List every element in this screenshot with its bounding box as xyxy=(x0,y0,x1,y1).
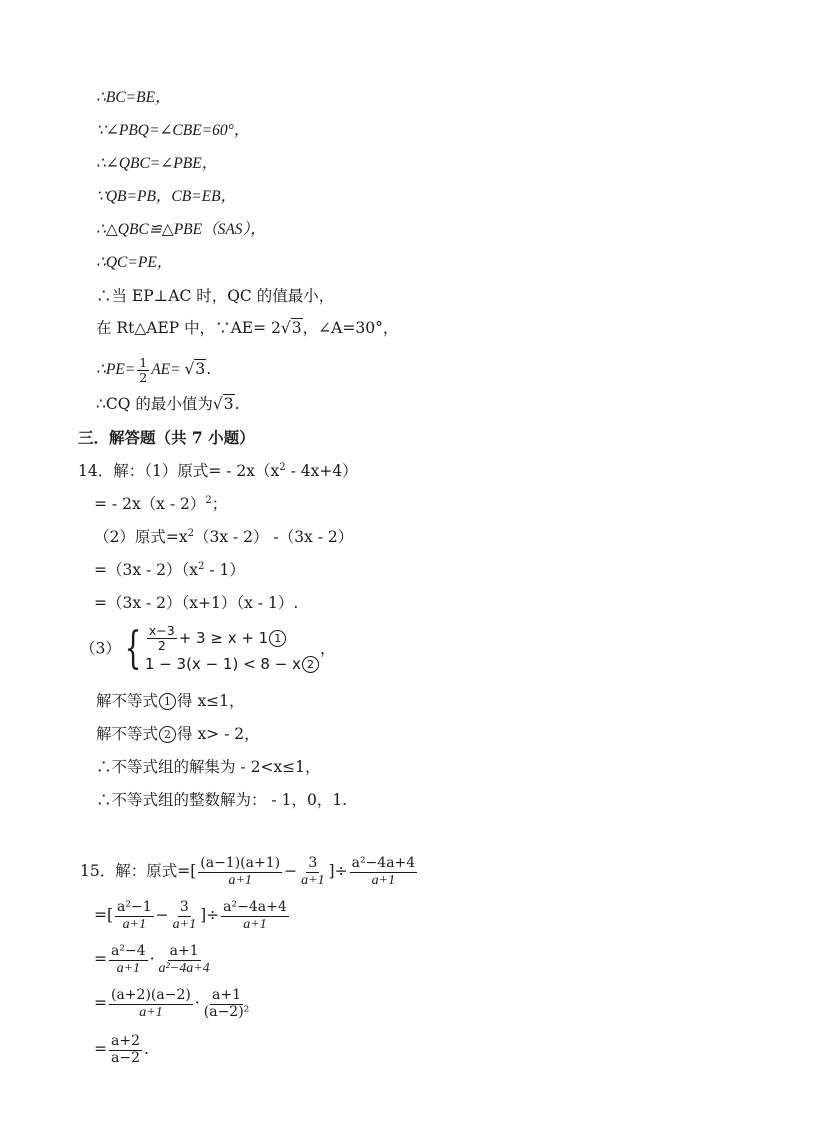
numerator: a²−4a+4 xyxy=(223,899,287,916)
system-block xyxy=(121,624,320,675)
q15-line-2-text: =[ xyxy=(94,906,114,924)
left-brace: { xyxy=(124,623,142,675)
circled-number: 1 xyxy=(269,630,286,647)
proof-line-1: ∴BC=BE， xyxy=(96,89,171,106)
operator: − xyxy=(155,906,169,924)
denominator: a+1 xyxy=(228,872,252,888)
fraction xyxy=(350,856,418,888)
sqrt-expression: √3 xyxy=(212,395,234,413)
numerator: a²−4 xyxy=(111,943,146,960)
numerator: a+2 xyxy=(111,1033,140,1050)
inequality-2-text: 1 − 3(x − 1) < 8 − x xyxy=(144,654,301,673)
fraction xyxy=(198,856,282,888)
q15-line-5-text: = xyxy=(94,1040,107,1058)
fraction xyxy=(202,988,252,1020)
sqrt-expression: √3 xyxy=(184,360,206,378)
q15-line-4-text: = xyxy=(94,994,107,1012)
operator: − xyxy=(284,862,298,880)
q15-line-1 xyxy=(80,852,419,890)
q14-line-6 xyxy=(96,691,245,711)
q14-line-4-text: =（3x - 2）（x xyxy=(94,561,199,579)
proof-line-9-mid: AE= xyxy=(151,361,185,378)
fraction xyxy=(115,900,154,932)
q14-line-3 xyxy=(94,527,353,547)
fraction xyxy=(109,1034,142,1066)
q14-line-1-text: 14．解：（1）原式= - 2x（x xyxy=(78,462,280,480)
inequality-system xyxy=(80,624,335,675)
proof-line-9 xyxy=(96,352,211,387)
denominator: (a−2)² xyxy=(203,1003,250,1020)
exponent: 2 xyxy=(187,528,194,539)
proof-line-9-tail: . xyxy=(206,360,212,378)
q14-line-8: ∴不等式组的解集为 - 2<x≤1， xyxy=(96,758,321,776)
operator: ]÷ xyxy=(200,906,220,924)
proof-line-10-tail: . xyxy=(234,395,240,413)
q15-line-3 xyxy=(94,940,214,978)
system-tail: ， xyxy=(319,639,336,658)
fraction xyxy=(109,988,193,1020)
radicand: 3 xyxy=(291,319,302,337)
denominator: a+1 xyxy=(172,916,197,932)
numerator: 1 xyxy=(139,354,148,370)
exponent: 2 xyxy=(279,462,286,473)
q14-line-1 xyxy=(78,461,358,481)
radicand: 3 xyxy=(223,395,234,413)
denominator: a+1 xyxy=(371,872,396,888)
q14-line-1-tail: - 4x+4） xyxy=(285,462,358,480)
inequality-2 xyxy=(145,653,320,675)
q14-line-6-text: 解不等式 xyxy=(96,692,159,710)
operator: ]÷ xyxy=(328,862,348,880)
fraction-half xyxy=(137,356,149,385)
q15-line-5-tail: . xyxy=(143,1040,149,1058)
q15-line-4 xyxy=(94,984,253,1022)
q14-line-6-tail: 得 x≤1， xyxy=(177,692,245,710)
proof-line-2: ∵∠PBQ=∠CBE=60°， xyxy=(96,122,250,139)
circled-number: 1 xyxy=(159,693,176,710)
fraction xyxy=(171,900,198,932)
numerator: 3 xyxy=(308,855,318,872)
numerator: (a−1)(a+1) xyxy=(200,855,281,872)
denominator: a²−4a+4 xyxy=(158,960,210,976)
denominator: 2 xyxy=(139,369,148,385)
q14-line-7-text: 解不等式 xyxy=(96,725,159,743)
q14-line-3-tail: （3x - 2） -（3x - 2） xyxy=(193,528,354,546)
operator: · xyxy=(194,994,200,1012)
denominator: a+1 xyxy=(301,872,325,888)
sqrt-expression: √3 xyxy=(280,319,302,337)
q14-line-2-text: = - 2x（x - 2） xyxy=(94,495,206,513)
proof-line-7: ∴当 EP⊥AC 时，QC 的值最小， xyxy=(96,287,335,305)
system-rows xyxy=(145,624,320,675)
denominator: a+1 xyxy=(116,960,141,976)
exponent: 2 xyxy=(205,495,212,506)
denominator: a+1 xyxy=(122,916,147,932)
q15-line-1-text: 15．解：原式=[ xyxy=(80,862,197,880)
fraction xyxy=(299,856,326,888)
circled-number: 2 xyxy=(302,656,319,673)
q15-line-2 xyxy=(94,896,291,934)
operator: · xyxy=(149,950,155,968)
q15-line-5 xyxy=(94,1030,149,1068)
section-title: 三．解答题（共 7 小题） xyxy=(78,428,255,447)
q15-line-3-text: = xyxy=(94,950,107,968)
part-label: （3） xyxy=(80,639,121,658)
q14-line-2 xyxy=(94,494,227,514)
fraction xyxy=(147,624,177,653)
exponent: 2 xyxy=(198,561,205,572)
numerator: a²−4a+4 xyxy=(351,855,416,872)
q14-line-4-tail: - 1） xyxy=(204,561,245,579)
circled-number: 2 xyxy=(159,726,176,743)
q14-line-5: =（3x - 2）（x+1）（x - 1）. xyxy=(94,594,299,612)
numerator: (a+2)(a−2) xyxy=(111,987,191,1004)
numerator: a+1 xyxy=(212,987,242,1004)
numerator: a²−1 xyxy=(117,899,152,916)
inequality-1-rest: + 3 ≥ x + 1 xyxy=(178,628,269,647)
proof-line-10-text: ∴CQ 的最小值为 xyxy=(96,395,213,413)
inequality-1 xyxy=(145,624,320,653)
q14-line-4 xyxy=(94,560,245,580)
proof-line-9-text: ∴PE= xyxy=(96,361,136,378)
denominator: a−2 xyxy=(111,1049,140,1066)
proof-line-3: ∴∠QBC=∠PBE， xyxy=(96,155,218,172)
q14-line-7-tail: 得 x> - 2， xyxy=(177,725,260,743)
q14-line-7 xyxy=(96,724,260,744)
numerator: a+1 xyxy=(169,943,199,960)
proof-line-8-text: 在 Rt△AEP 中，∵AE= 2 xyxy=(96,319,281,337)
denominator: a+1 xyxy=(243,916,267,932)
denominator: a+1 xyxy=(139,1004,163,1020)
numerator: 3 xyxy=(179,899,189,916)
proof-line-8 xyxy=(96,318,398,338)
q14-line-9: ∴不等式组的整数解为： - 1，0，1. xyxy=(96,791,348,809)
numerator: x−3 xyxy=(148,623,175,638)
denominator: 2 xyxy=(157,637,166,653)
proof-line-8-tail: ，∠A=30°， xyxy=(302,319,399,337)
radicand: 3 xyxy=(195,360,206,378)
proof-line-5: ∴△QBC≌△PBE（SAS）， xyxy=(96,221,266,238)
proof-line-6: ∴QC=PE， xyxy=(96,254,173,271)
proof-line-4: ∵QB=PB，CB=EB， xyxy=(96,188,237,205)
proof-line-10 xyxy=(96,394,240,414)
fraction xyxy=(157,944,212,976)
fraction xyxy=(109,944,148,976)
q14-line-3-text: （2）原式=x xyxy=(94,528,188,546)
fraction xyxy=(221,900,289,932)
q14-line-2-tail: ； xyxy=(211,495,228,513)
